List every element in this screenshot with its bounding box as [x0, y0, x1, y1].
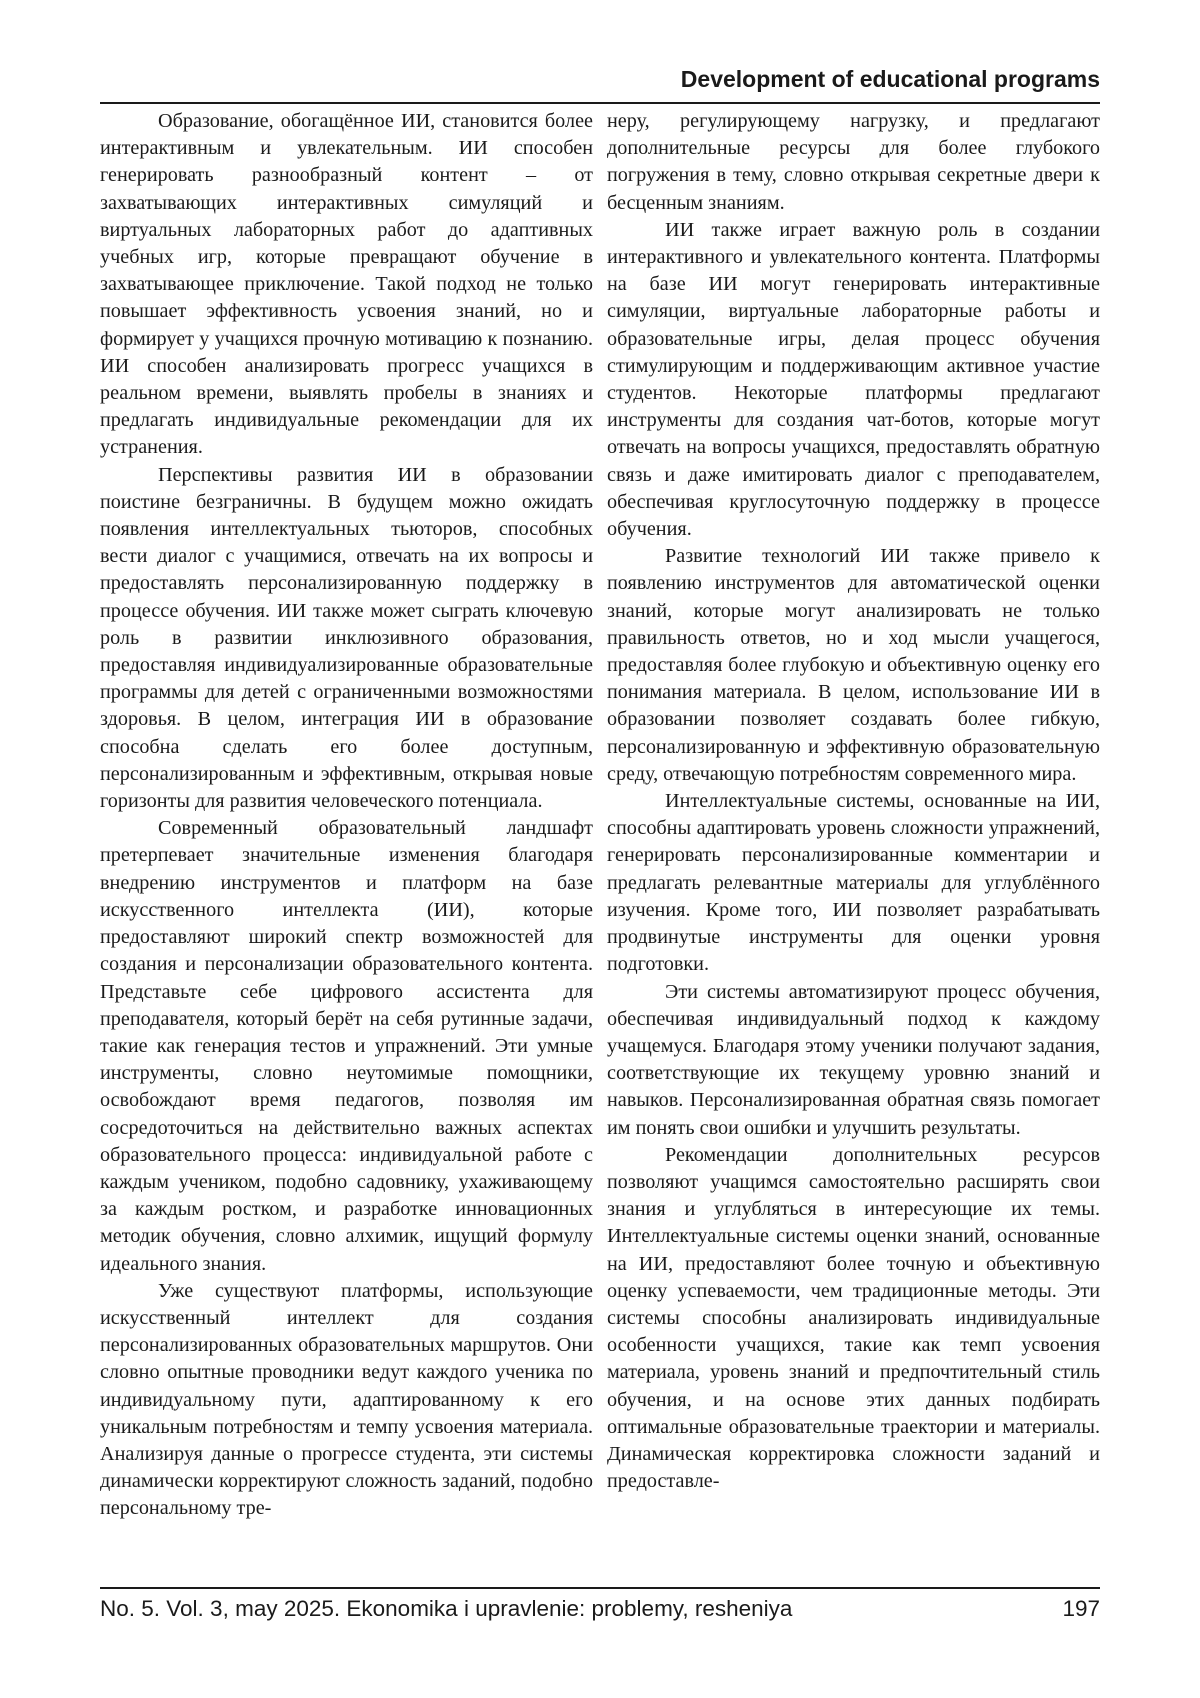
page-number: 197: [1062, 1596, 1100, 1621]
paragraph: Интеллектуальные системы, основанные на ИИ, способны адаптировать уровень сложности упражнений, генерировать персонализированные комментарии и предлагать релевантные материалы для углублённого изучения. Кроме того, ИИ позволяет разрабатывать продвинутые инструменты для оценки уровня подготовки.: [607, 790, 1100, 976]
paragraph: Современный образовательный ландшафт претерпевает значительные изменения благодаря внедрению инструментов и платформ на базе искусственного интеллекта (ИИ), которые предоставляют широкий спектр возможностей для создания и персонализации образовательного контента. Представьте себе цифрового ассистента для преподавателя, который берёт на себя рутинные задачи, такие как генерация тестов и упражнений. Эти умные инструменты, словно неутомимые помощники, освобождают время педагогов, позволяя им сосредоточиться на действительно важных аспектах образовательного процесса: индивидуальной работе с каждым учеником, подобно садовнику, ухаживающему за каждым ростком, и разработке инновационных методик обучения, словно алхимик, ищущий формулу идеального знания.: [100, 817, 593, 1275]
paragraph-continuation: неру, регулирующему нагрузку, и предлагают дополнительные ресурсы для более глубокого погружения в тему, словно открывая секретные двери к бесценным знаниям.: [607, 110, 1100, 214]
paragraph: Образование, обогащённое ИИ, становится более интерактивным и увлекательным. ИИ способен генерировать разнообразный контент – от захватывающих интерактивных симуляций и виртуальных лабораторных работ до адаптивных учебных игр, которые превращают обучение в захватывающее приключение. Такой подход не только повышает эффективность усвоения знаний, но и формирует у учащихся прочную мотивацию к познанию. ИИ способен анализировать прогресс учащихся в реальном времени, выявлять пробелы в знаниях и предлагать индивидуальные рекомендации для их устранения.: [100, 110, 593, 459]
paragraph: Уже существуют платформы, использующие искусственный интеллект для создания персонализированных образовательных маршрутов. Они словно опытные проводники ведут каждого ученика по индивидуальному пути, адаптированному к его уникальным потребностям и темпу усвоения материала. Анализируя данные о прогрессе студента, эти системы динамически корректируют сложность заданий, подобно персональному тре-: [100, 1279, 593, 1520]
paragraph: Перспективы развития ИИ в образовании поистине безграничны. В будущем можно ожидать появления интеллектуальных тьюторов, способных вести диалог с учащимися, отвечать на их вопросы и предоставлять персонализированную поддержку в процессе обучения. ИИ также может сыграть ключевую роль в развитии инклюзивного образования, предоставляя индивидуализированные образовательные программы для детей с ограниченными возможностями здоровья. В целом, интеграция ИИ в образование способна сделать его более доступным, персонализированным и эффективным, открывая новые горизонты для развития человеческого потенциала.: [100, 463, 593, 813]
paragraph: ИИ также играет важную роль в создании интерактивного и увлекательного контента. Платформы на базе ИИ могут генерировать интерактивные симуляции, виртуальные лабораторные работы и образовательные игры, делая процесс обучения стимулирующим и поддерживающим активное участие студентов. Некоторые платформы предлагают инструменты для создания чат-ботов, которые могут отвечать на вопросы учащихся, предоставлять обратную связь и даже имитировать диалог с преподавателем, обеспечивая круглосуточную поддержку в процессе обучения.: [607, 218, 1100, 541]
paragraph: Рекомендации дополнительных ресурсов позволяют учащимся самостоятельно расширять свои знания и углубляться в интересующие их темы. Интеллектуальные системы оценки знаний, основанные на ИИ, предоставляют более точную и объективную оценку успеваемости, чем традиционные методы. Эти системы способны анализировать индивидуальные особенности учащихся, такие как темп усвоения материала, уровень знаний и предпочтительный стиль обучения, и на основе этих данных подбирать оптимальные образовательные траектории и материалы. Динамическая корректировка сложности заданий и предоставле-: [607, 1143, 1100, 1493]
right-column: [607, 108, 1100, 1578]
footer-rule: [100, 1587, 1100, 1589]
paragraph: Развитие технологий ИИ также привело к появлению инструментов для автоматической оценки знаний, которые могут анализировать не только правильность ответов, но и ход мысли учащегося, предоставляя более глубокую и объективную оценку его понимания материала. В целом, использование ИИ в образовании позволяет создавать более гибкую, персонализированную и эффективную образовательную среду, отвечающую потребностям современного мира.: [607, 545, 1100, 785]
journal-citation: No. 5. Vol. 3, may 2025. Ekonomika i upravlenie: problemy, resheniya: [100, 1596, 793, 1621]
left-column: [100, 108, 593, 1578]
header-rule: [100, 102, 1100, 104]
running-header-title: Development of educational programs: [680, 66, 1100, 92]
paragraph: Эти системы автоматизируют процесс обучения, обеспечивая индивидуальный подход к каждому учащемуся. Благодаря этому ученики получают задания, соответствующие их текущему уровню знаний и навыков. Персонализированная обратная связь помогает им понять свои ошибки и улучшить результаты.: [607, 980, 1100, 1139]
